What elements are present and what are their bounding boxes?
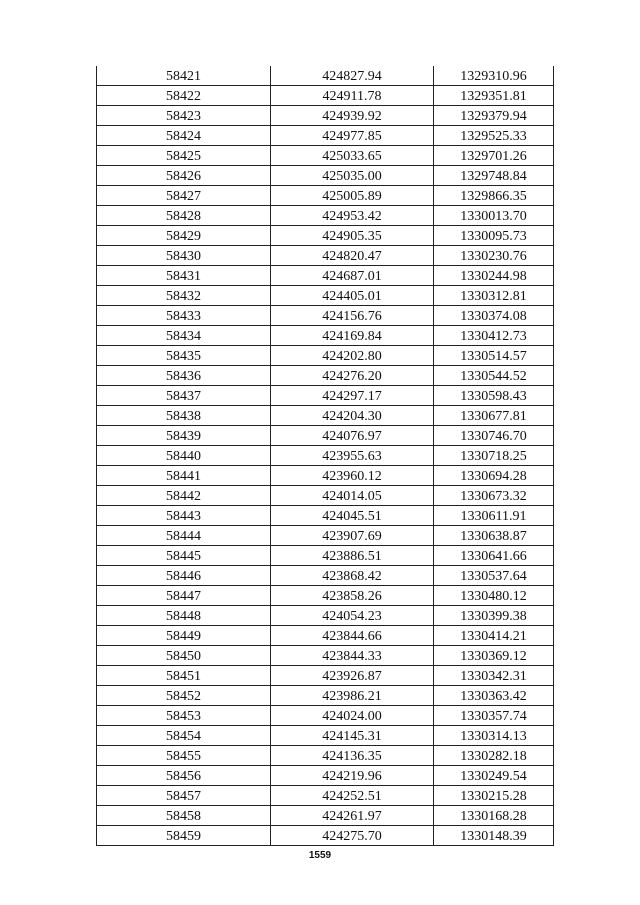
x-coordinate-cell: 424820.47 [271, 246, 434, 266]
x-coordinate-cell: 424024.00 [271, 706, 434, 726]
x-coordinate-cell: 424297.17 [271, 386, 434, 406]
x-coordinate-cell: 423907.69 [271, 526, 434, 546]
point-id-cell: 58445 [97, 546, 271, 566]
point-id-cell: 58422 [97, 86, 271, 106]
x-coordinate-cell: 424687.01 [271, 266, 434, 286]
table-row [97, 86, 554, 106]
point-id-cell: 58452 [97, 686, 271, 706]
y-coordinate-cell: 1330414.21 [434, 626, 554, 646]
x-coordinate-cell: 424275.70 [271, 826, 434, 846]
y-coordinate-cell: 1330148.39 [434, 826, 554, 846]
y-coordinate-cell: 1330230.76 [434, 246, 554, 266]
y-coordinate-cell: 1330673.32 [434, 486, 554, 506]
x-coordinate-cell: 424145.31 [271, 726, 434, 746]
coordinate-table-body [97, 66, 554, 846]
table-row [97, 186, 554, 206]
y-coordinate-cell: 1330641.66 [434, 546, 554, 566]
point-id-cell: 58431 [97, 266, 271, 286]
table-row [97, 126, 554, 146]
table-row [97, 646, 554, 666]
point-id-cell: 58454 [97, 726, 271, 746]
y-coordinate-cell: 1329310.96 [434, 66, 554, 86]
table-row [97, 486, 554, 506]
x-coordinate-cell: 423955.63 [271, 446, 434, 466]
x-coordinate-cell: 423858.26 [271, 586, 434, 606]
y-coordinate-cell: 1329379.94 [434, 106, 554, 126]
y-coordinate-cell: 1330244.98 [434, 266, 554, 286]
x-coordinate-cell: 424827.94 [271, 66, 434, 86]
table-row [97, 666, 554, 686]
point-id-cell: 58458 [97, 806, 271, 826]
table-row [97, 206, 554, 226]
table-row [97, 386, 554, 406]
table-row [97, 226, 554, 246]
y-coordinate-cell: 1330718.25 [434, 446, 554, 466]
x-coordinate-cell: 424169.84 [271, 326, 434, 346]
point-id-cell: 58423 [97, 106, 271, 126]
x-coordinate-cell: 424953.42 [271, 206, 434, 226]
table-row [97, 66, 554, 86]
x-coordinate-cell: 424276.20 [271, 366, 434, 386]
point-id-cell: 58455 [97, 746, 271, 766]
table-row [97, 166, 554, 186]
point-id-cell: 58425 [97, 146, 271, 166]
table-row [97, 626, 554, 646]
point-id-cell: 58456 [97, 766, 271, 786]
table-row [97, 266, 554, 286]
x-coordinate-cell: 424136.35 [271, 746, 434, 766]
point-id-cell: 58453 [97, 706, 271, 726]
point-id-cell: 58440 [97, 446, 271, 466]
y-coordinate-cell: 1330312.81 [434, 286, 554, 306]
y-coordinate-cell: 1330746.70 [434, 426, 554, 446]
y-coordinate-cell: 1329351.81 [434, 86, 554, 106]
table-row [97, 466, 554, 486]
x-coordinate-cell: 423844.66 [271, 626, 434, 646]
y-coordinate-cell: 1329525.33 [434, 126, 554, 146]
y-coordinate-cell: 1330357.74 [434, 706, 554, 726]
point-id-cell: 58429 [97, 226, 271, 246]
point-id-cell: 58450 [97, 646, 271, 666]
table-row [97, 346, 554, 366]
table-row [97, 826, 554, 846]
coordinate-table [96, 66, 554, 846]
x-coordinate-cell: 423986.21 [271, 686, 434, 706]
y-coordinate-cell: 1330282.18 [434, 746, 554, 766]
x-coordinate-cell: 424252.51 [271, 786, 434, 806]
x-coordinate-cell: 424939.92 [271, 106, 434, 126]
point-id-cell: 58442 [97, 486, 271, 506]
table-row [97, 726, 554, 746]
y-coordinate-cell: 1330514.57 [434, 346, 554, 366]
x-coordinate-cell: 423960.12 [271, 466, 434, 486]
table-row [97, 506, 554, 526]
y-coordinate-cell: 1330399.38 [434, 606, 554, 626]
point-id-cell: 58436 [97, 366, 271, 386]
table-row [97, 806, 554, 826]
x-coordinate-cell: 424905.35 [271, 226, 434, 246]
table-row [97, 586, 554, 606]
x-coordinate-cell: 424202.80 [271, 346, 434, 366]
table-row [97, 366, 554, 386]
x-coordinate-cell: 425005.89 [271, 186, 434, 206]
x-coordinate-cell: 423844.33 [271, 646, 434, 666]
x-coordinate-cell: 424261.97 [271, 806, 434, 826]
y-coordinate-cell: 1330168.28 [434, 806, 554, 826]
table-row [97, 686, 554, 706]
x-coordinate-cell: 424156.76 [271, 306, 434, 326]
table-row [97, 406, 554, 426]
x-coordinate-cell: 424204.30 [271, 406, 434, 426]
point-id-cell: 58449 [97, 626, 271, 646]
page-number: 1559 [308, 850, 332, 861]
y-coordinate-cell: 1330544.52 [434, 366, 554, 386]
y-coordinate-cell: 1330598.43 [434, 386, 554, 406]
point-id-cell: 58426 [97, 166, 271, 186]
x-coordinate-cell: 424076.97 [271, 426, 434, 446]
x-coordinate-cell: 424054.23 [271, 606, 434, 626]
x-coordinate-cell: 423926.87 [271, 666, 434, 686]
y-coordinate-cell: 1330013.70 [434, 206, 554, 226]
table-row [97, 446, 554, 466]
y-coordinate-cell: 1330342.31 [434, 666, 554, 686]
x-coordinate-cell: 423868.42 [271, 566, 434, 586]
y-coordinate-cell: 1330611.91 [434, 506, 554, 526]
point-id-cell: 58424 [97, 126, 271, 146]
y-coordinate-cell: 1330638.87 [434, 526, 554, 546]
x-coordinate-cell: 424219.96 [271, 766, 434, 786]
y-coordinate-cell: 1330369.12 [434, 646, 554, 666]
y-coordinate-cell: 1330412.73 [434, 326, 554, 346]
point-id-cell: 58439 [97, 426, 271, 446]
table-row [97, 606, 554, 626]
y-coordinate-cell: 1330374.08 [434, 306, 554, 326]
table-row [97, 326, 554, 346]
point-id-cell: 58448 [97, 606, 271, 626]
point-id-cell: 58437 [97, 386, 271, 406]
table-row [97, 306, 554, 326]
point-id-cell: 58457 [97, 786, 271, 806]
table-row [97, 146, 554, 166]
table-row [97, 766, 554, 786]
point-id-cell: 58428 [97, 206, 271, 226]
y-coordinate-cell: 1330095.73 [434, 226, 554, 246]
point-id-cell: 58443 [97, 506, 271, 526]
point-id-cell: 58441 [97, 466, 271, 486]
y-coordinate-cell: 1329866.35 [434, 186, 554, 206]
x-coordinate-cell: 425033.65 [271, 146, 434, 166]
table-row [97, 106, 554, 126]
point-id-cell: 58438 [97, 406, 271, 426]
table-row [97, 246, 554, 266]
y-coordinate-cell: 1330215.28 [434, 786, 554, 806]
y-coordinate-cell: 1330694.28 [434, 466, 554, 486]
x-coordinate-cell: 424014.05 [271, 486, 434, 506]
y-coordinate-cell: 1329748.84 [434, 166, 554, 186]
point-id-cell: 58447 [97, 586, 271, 606]
y-coordinate-cell: 1330677.81 [434, 406, 554, 426]
y-coordinate-cell: 1330363.42 [434, 686, 554, 706]
table-row [97, 706, 554, 726]
x-coordinate-cell: 424045.51 [271, 506, 434, 526]
point-id-cell: 58427 [97, 186, 271, 206]
table-row [97, 526, 554, 546]
x-coordinate-cell: 424405.01 [271, 286, 434, 306]
y-coordinate-cell: 1330537.64 [434, 566, 554, 586]
point-id-cell: 58451 [97, 666, 271, 686]
x-coordinate-cell: 423886.51 [271, 546, 434, 566]
point-id-cell: 58446 [97, 566, 271, 586]
point-id-cell: 58444 [97, 526, 271, 546]
table-row [97, 286, 554, 306]
x-coordinate-cell: 425035.00 [271, 166, 434, 186]
table-row [97, 546, 554, 566]
table-row [97, 566, 554, 586]
point-id-cell: 58421 [97, 66, 271, 86]
coordinate-table-container [96, 66, 553, 846]
point-id-cell: 58435 [97, 346, 271, 366]
point-id-cell: 58433 [97, 306, 271, 326]
point-id-cell: 58459 [97, 826, 271, 846]
x-coordinate-cell: 424977.85 [271, 126, 434, 146]
table-row [97, 426, 554, 446]
point-id-cell: 58432 [97, 286, 271, 306]
table-row [97, 786, 554, 806]
y-coordinate-cell: 1330249.54 [434, 766, 554, 786]
y-coordinate-cell: 1330314.13 [434, 726, 554, 746]
point-id-cell: 58434 [97, 326, 271, 346]
x-coordinate-cell: 424911.78 [271, 86, 434, 106]
y-coordinate-cell: 1330480.12 [434, 586, 554, 606]
table-row [97, 746, 554, 766]
point-id-cell: 58430 [97, 246, 271, 266]
y-coordinate-cell: 1329701.26 [434, 146, 554, 166]
